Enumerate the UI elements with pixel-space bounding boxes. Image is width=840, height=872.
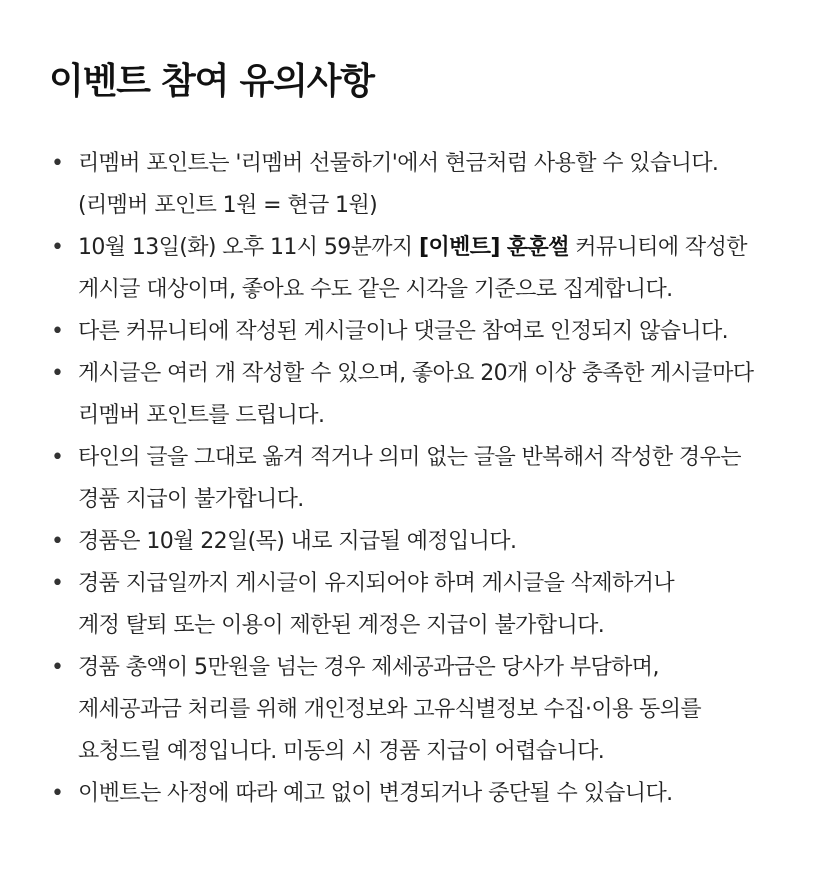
item-text: 경품은 10월 22일(목) 내로 지급될 예정입니다.: [78, 529, 517, 554]
item-text: 게시글 대상이며, 좋아요 수도 같은 시각을 기준으로 집계합니다.: [78, 277, 673, 302]
item-text: 리멤버 포인트는 '리멤버 선물하기'에서 현금처럼 사용할 수 있습니다.: [78, 151, 719, 176]
list-item: [49, 521, 810, 563]
page-title: 이벤트 참여 유의사항: [49, 61, 374, 102]
list-item: [49, 773, 810, 815]
bullet-icon: •: [51, 529, 64, 554]
item-text: 요청드릴 예정입니다. 미동의 시 경품 지급이 어렵습니다.: [78, 739, 605, 764]
item-text: 커뮤니티에 작성한: [568, 235, 747, 260]
bullet-icon: •: [51, 151, 64, 176]
community-name: [이벤트] 훈훈썰: [418, 235, 569, 260]
bullet-icon: •: [51, 235, 64, 260]
list-item: [49, 311, 810, 353]
list-item: [49, 647, 810, 773]
item-text: (리멤버 포인트 1원 = 현금 1원): [78, 193, 378, 218]
notice-list: [49, 143, 810, 815]
item-text: 경품 총액이 5만원을 넘는 경우 제세공과금은 당사가 부담하며,: [78, 655, 659, 680]
bullet-icon: •: [51, 361, 64, 386]
list-item: [49, 143, 810, 227]
list-item: [49, 227, 810, 311]
item-text: 타인의 글을 그대로 옮겨 적거나 의미 없는 글을 반복해서 작성한 경우는: [78, 445, 741, 470]
item-text: 경품 지급일까지 게시글이 유지되어야 하며 게시글을 삭제하거나: [78, 571, 674, 596]
list-item: [49, 437, 810, 521]
bullet-icon: •: [51, 655, 64, 680]
bullet-icon: •: [51, 445, 64, 470]
item-text: 제세공과금 처리를 위해 개인정보와 고유식별정보 수집·이용 동의를: [78, 697, 702, 722]
bullet-icon: •: [51, 319, 64, 344]
bullet-icon: •: [51, 781, 64, 806]
item-text: 10월 13일(화) 오후 11시 59분까지: [78, 235, 419, 260]
item-text: 이벤트는 사정에 따라 예고 없이 변경되거나 중단될 수 있습니다.: [78, 781, 673, 806]
item-text: 리멤버 포인트를 드립니다.: [78, 403, 325, 428]
item-text: 경품 지급이 불가합니다.: [78, 487, 304, 512]
item-text-line: [78, 227, 810, 269]
list-item: [49, 353, 810, 437]
item-text: 게시글은 여러 개 작성할 수 있으며, 좋아요 20개 이상 충족한 게시글마다: [78, 361, 754, 386]
list-item: [49, 563, 810, 647]
item-text: 계정 탈퇴 또는 이용이 제한된 계정은 지급이 불가합니다.: [78, 613, 605, 638]
bullet-icon: •: [51, 571, 64, 596]
item-text: 다른 커뮤니티에 작성된 게시글이나 댓글은 참여로 인정되지 않습니다.: [78, 319, 729, 344]
